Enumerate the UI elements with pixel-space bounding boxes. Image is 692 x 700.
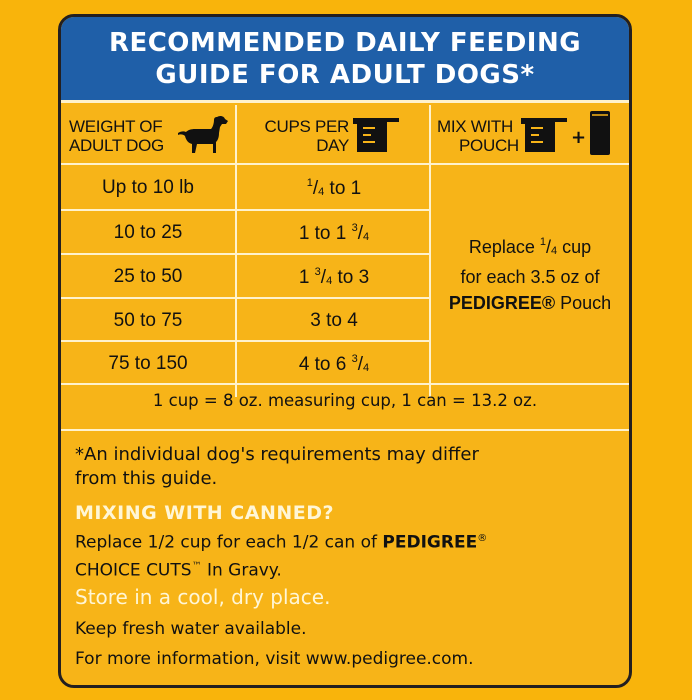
col-head-cups-line1: CUPS PER xyxy=(264,117,349,136)
pouch-note-line2: for each 3.5 oz of xyxy=(460,267,600,287)
mixing-line1-text: Replace 1/2 cup for each 1/2 can of xyxy=(75,532,383,553)
table-row-weight: 25 to 50 xyxy=(113,266,183,287)
mixing-line2-product: CHOICE CUTS xyxy=(75,560,192,581)
table-row-weight: Up to 10 lb xyxy=(102,177,194,198)
table-divider xyxy=(61,253,429,255)
registered-mark: ® xyxy=(477,533,488,544)
table-divider xyxy=(61,163,629,165)
table-row-weight: 75 to 150 xyxy=(108,353,188,374)
mixing-heading: MIXING WITH CANNED? xyxy=(75,502,335,524)
col-head-cups-line2: DAY xyxy=(316,136,349,155)
pouch-note-line3 xyxy=(431,290,629,316)
col-head-cups xyxy=(257,117,349,155)
measuring-cup-icon xyxy=(353,118,401,152)
table-row-cups: 1 $^3/_4$ to 3 xyxy=(298,266,370,288)
col-head-pouch-line2: POUCH xyxy=(459,136,519,155)
col-head-pouch-line1: MIX WITH xyxy=(437,117,513,136)
pouch-icon xyxy=(589,111,611,155)
trademark-mark: ™ xyxy=(191,560,202,572)
table-row-cups: 1 to 1 $^3/_4$ xyxy=(298,222,370,244)
pouch-note-line1: Replace $^1/_4$ cup xyxy=(468,236,592,257)
header-title-line1: RECOMMENDED DAILY FEEDING xyxy=(108,28,582,58)
info-note: For more information, visit www.pedigree.com. xyxy=(75,649,474,669)
col-head-weight-line2: ADULT DOG xyxy=(69,136,164,155)
table-row-weight: 50 to 75 xyxy=(113,310,183,331)
table-row-cups: 3 to 4 xyxy=(310,310,358,331)
table-divider xyxy=(61,429,629,431)
pouch-note xyxy=(431,229,629,316)
disclaimer-line1: *An individual dog's requirements may differ xyxy=(75,444,479,465)
mixing-line2-tail: In Gravy. xyxy=(201,560,282,581)
table-divider xyxy=(61,209,429,211)
plus-icon: + xyxy=(571,127,587,148)
header-title-line2: GUIDE FOR ADULT DOGS* xyxy=(155,60,535,90)
col-head-weight-line1: WEIGHT OF xyxy=(69,117,163,136)
mixing-line1 xyxy=(75,527,620,555)
feeding-guide-panel xyxy=(58,14,632,688)
table-row-cups: 4 to 6 $^3/_4$ xyxy=(298,353,370,375)
water-note: Keep fresh water available. xyxy=(75,619,307,639)
disclaimer-line2: from this guide. xyxy=(75,468,218,489)
mixing-brand: PEDIGREE xyxy=(382,532,478,553)
table-row-cups: $^1/_4$ to 1 xyxy=(306,177,362,199)
table-divider xyxy=(61,297,429,299)
mixing-text xyxy=(75,527,620,582)
measuring-cup-icon xyxy=(521,118,569,152)
cup-conversion: 1 cup = 8 oz. measuring cup, 1 can = 13.2 oz. xyxy=(152,391,538,410)
storage-note: Store in a cool, dry place. xyxy=(75,585,331,609)
header-banner xyxy=(61,17,629,103)
pouch-note-brand: PEDIGREE® xyxy=(448,293,556,313)
disclaimer xyxy=(75,443,620,491)
table-row-weight: 10 to 25 xyxy=(113,222,183,243)
pouch-note-tail: Pouch xyxy=(555,293,612,313)
mixing-line2 xyxy=(75,555,620,583)
col-head-pouch xyxy=(437,117,519,155)
table-divider xyxy=(61,340,429,342)
col-head-weight xyxy=(69,117,164,155)
table-divider xyxy=(61,383,629,385)
dog-silhouette-icon xyxy=(177,113,229,157)
